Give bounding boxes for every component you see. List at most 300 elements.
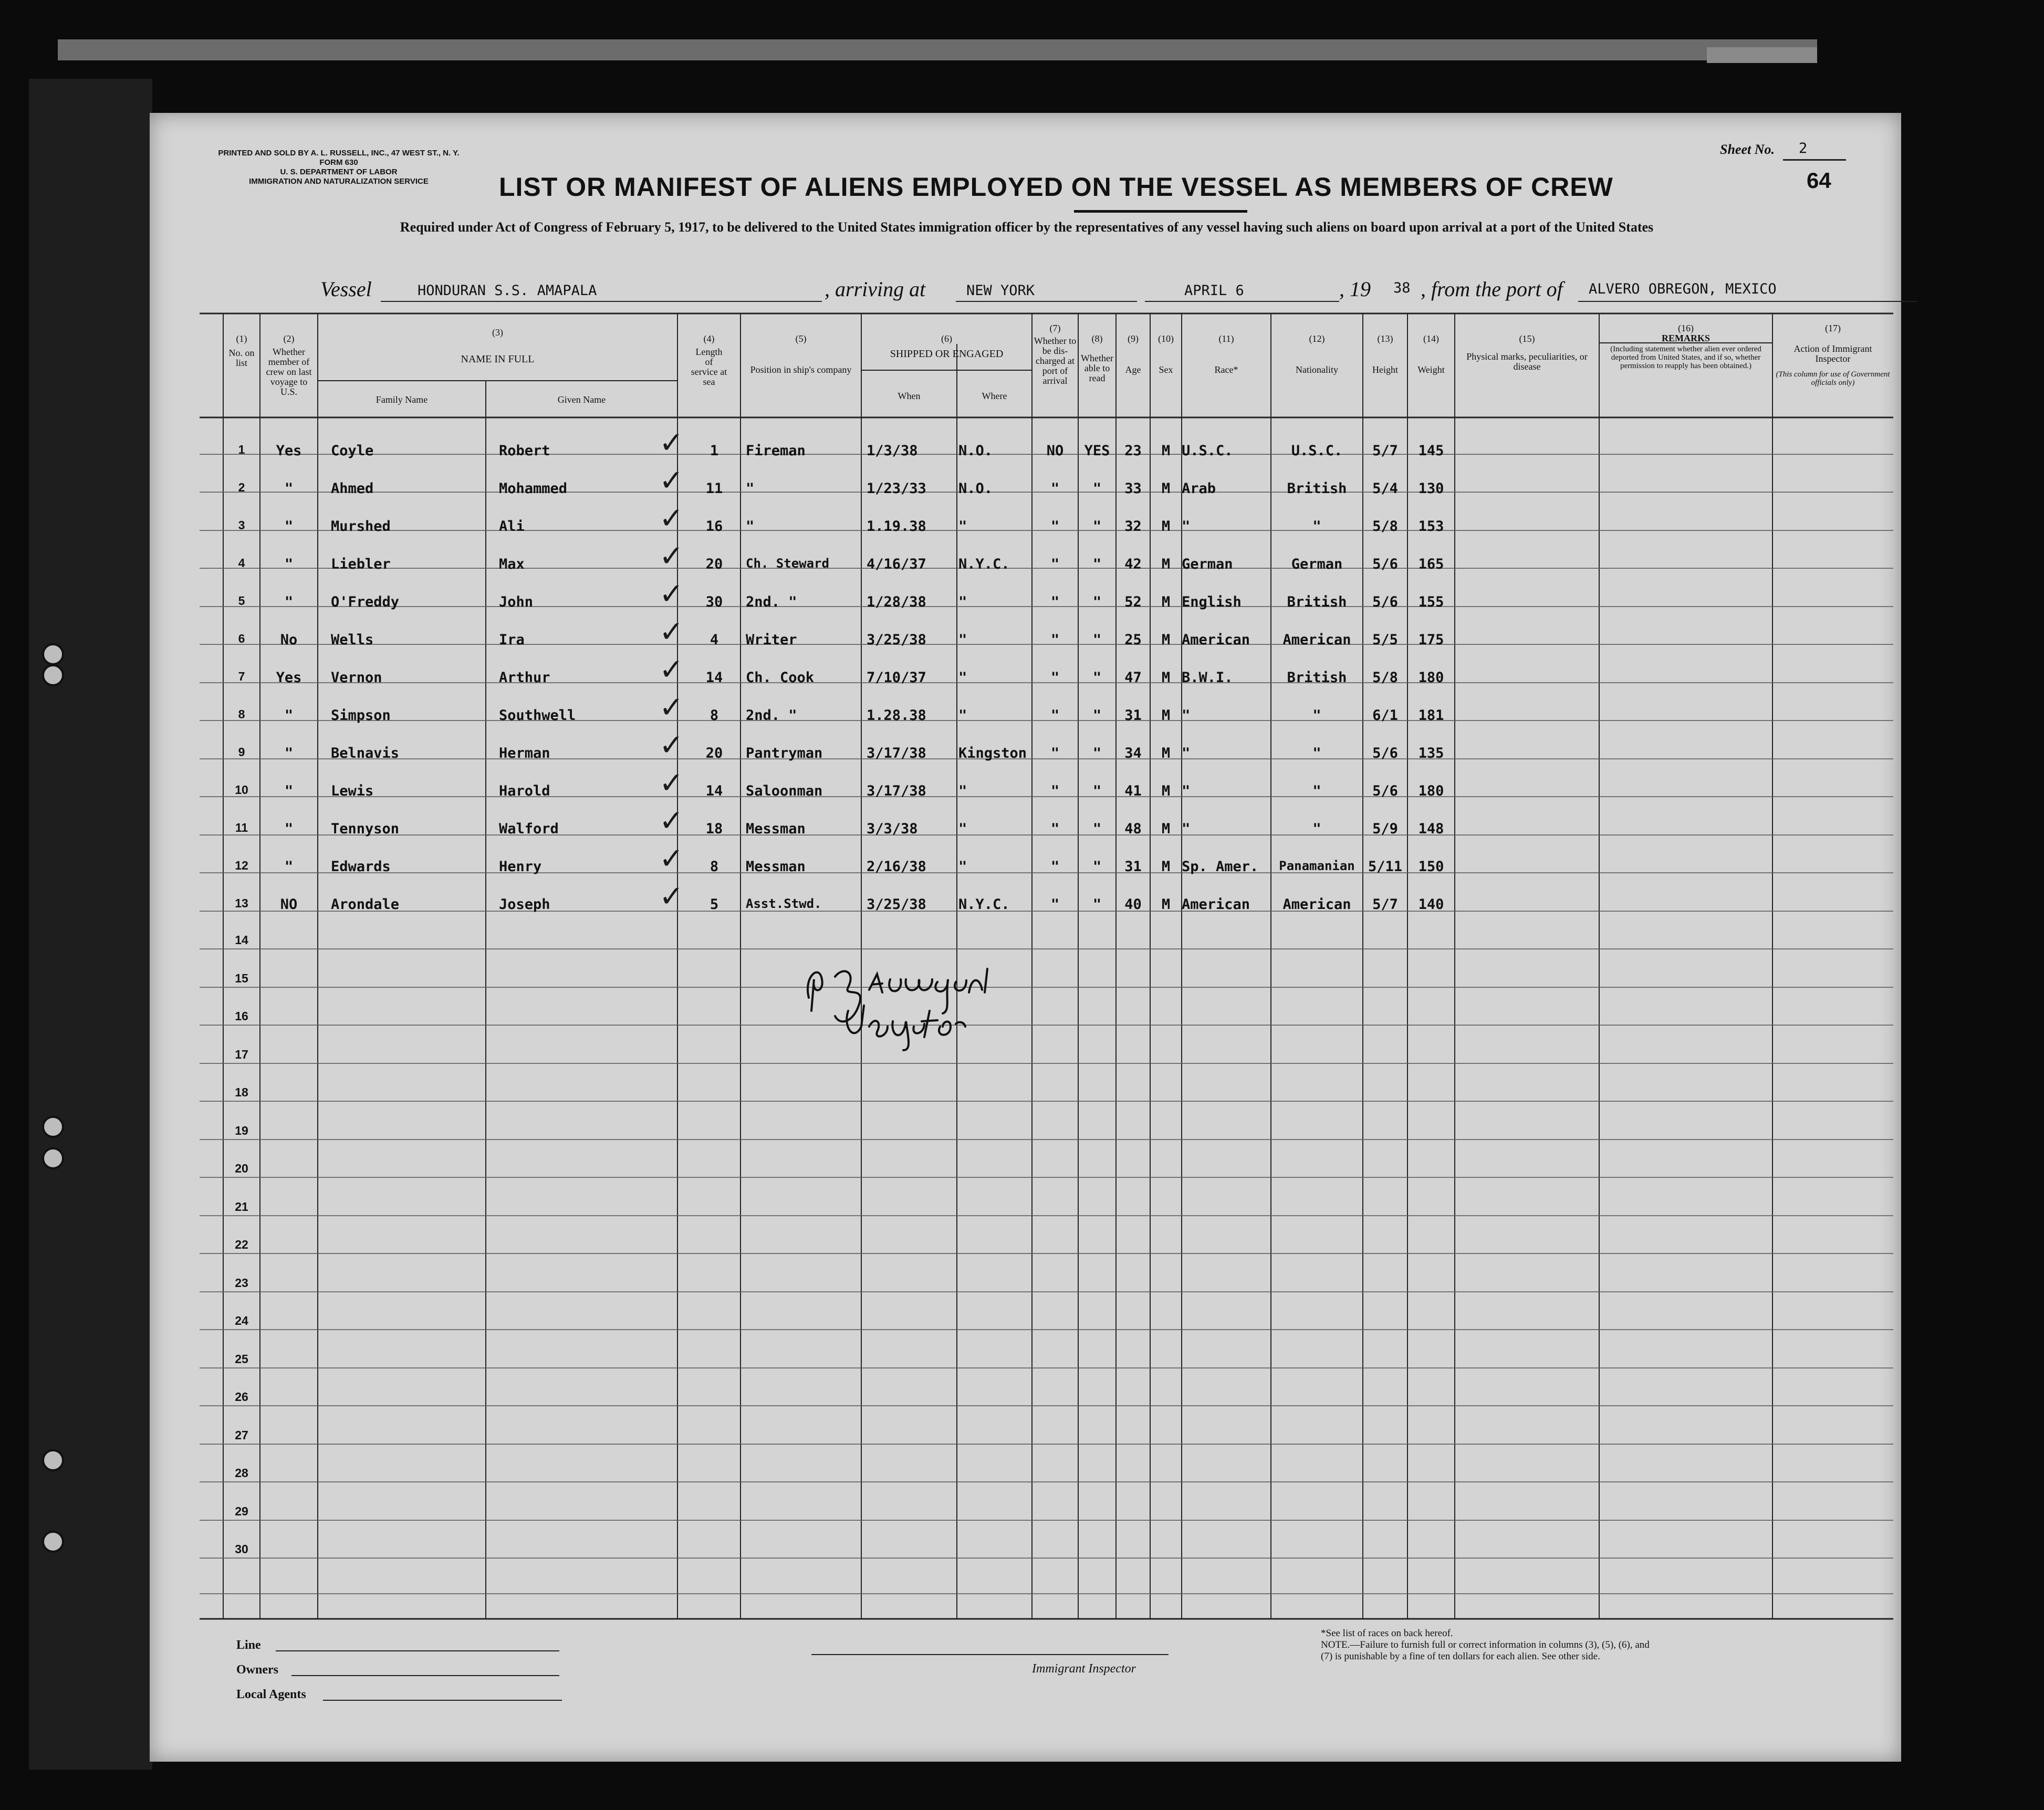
- prev-voyage-cell: ": [284, 821, 294, 837]
- age-cell: 23: [1124, 443, 1142, 459]
- col-1-num: (1): [236, 333, 247, 344]
- row-number: 26: [235, 1390, 248, 1404]
- from-port-label: , from the port of: [1421, 277, 1563, 301]
- nationality-cell: ": [1312, 783, 1321, 799]
- check-mark-icon: ✓: [659, 690, 684, 725]
- race-cell: B.W.I.: [1182, 669, 1233, 686]
- height-cell: 5/11: [1368, 859, 1403, 875]
- shipped-where-cell: ": [958, 594, 967, 610]
- nationality-cell: ": [1312, 518, 1321, 535]
- shipped-when-cell: 1/23/33: [867, 480, 926, 497]
- shipped-where-cell: ": [958, 859, 967, 875]
- col-10-header: Sex: [1159, 364, 1173, 375]
- row-number: 28: [235, 1466, 248, 1480]
- col-5-header: Position in ship's company: [750, 364, 852, 375]
- row-number: 17: [235, 1047, 248, 1061]
- able-to-read-cell: ": [1092, 669, 1102, 686]
- able-to-read-cell: ": [1092, 821, 1102, 837]
- service-length-cell: 8: [710, 707, 719, 724]
- discharged-cell: ": [1050, 745, 1060, 761]
- height-cell: 6/1: [1372, 707, 1398, 724]
- row-number: 14: [235, 933, 248, 947]
- check-mark-icon: ✓: [659, 653, 684, 687]
- weight-cell: 165: [1418, 556, 1444, 572]
- family-name-cell: Vernon: [331, 669, 382, 686]
- position-cell: Messman: [746, 821, 806, 837]
- col-9-header: Age: [1125, 364, 1141, 375]
- sex-cell: M: [1161, 480, 1171, 497]
- inspector-signature: [798, 948, 1019, 1053]
- col-3-num: (3): [492, 327, 503, 338]
- age-cell: 31: [1124, 707, 1142, 724]
- shipped-when-cell: 1.19.38: [867, 518, 926, 535]
- col-17-num: (17): [1825, 323, 1841, 333]
- punch-hole: [42, 643, 64, 665]
- given-name-cell: Robert: [499, 443, 550, 459]
- row-number: 10: [235, 783, 248, 797]
- discharged-cell: ": [1050, 896, 1060, 913]
- shipped-where-cell: ": [958, 669, 967, 686]
- age-cell: 48: [1124, 821, 1142, 837]
- family-name-cell: Ahmed: [331, 480, 374, 497]
- row-number: 27: [235, 1428, 248, 1442]
- prev-voyage-cell: ": [284, 518, 294, 535]
- position-cell: Messman: [746, 859, 806, 875]
- given-name-cell: Joseph: [499, 896, 550, 913]
- position-cell: 2nd. ": [746, 707, 797, 724]
- service-length-cell: 8: [710, 859, 719, 875]
- vessel-label: Vessel: [320, 277, 372, 301]
- shipped-when-cell: 7/10/37: [867, 669, 926, 686]
- col-16-subheader: (Including statement whether alien ever ordered deported from United States, and if so, whether permission to reapply has been obtained.): [1610, 345, 1761, 370]
- discharged-cell: ": [1050, 594, 1060, 610]
- position-cell: Asst.Stwd.: [746, 896, 822, 911]
- year-prefix: , 19: [1339, 277, 1371, 301]
- col-11-header: Race*: [1214, 364, 1238, 375]
- col-2-num: (2): [283, 333, 295, 344]
- given-name-cell: Herman: [499, 745, 550, 761]
- weight-cell: 130: [1418, 480, 1444, 497]
- when-header: When: [898, 391, 921, 401]
- check-mark-icon: ✓: [659, 577, 684, 611]
- discharged-cell: ": [1050, 859, 1060, 875]
- col-15-header: Physical marks, peculiarities, or disease: [1466, 351, 1588, 372]
- age-cell: 40: [1124, 896, 1142, 913]
- shipped-where-cell: ": [958, 518, 967, 535]
- nationality-cell: ": [1312, 821, 1321, 837]
- position-cell: Fireman: [746, 443, 806, 459]
- sex-cell: M: [1161, 518, 1171, 535]
- race-cell: ": [1182, 745, 1191, 761]
- vessel-name: HONDURAN S.S. AMAPALA: [418, 283, 597, 299]
- col-13-header: Height: [1372, 364, 1398, 375]
- row-number: 3: [238, 518, 245, 532]
- height-cell: 5/4: [1372, 480, 1398, 497]
- line-field[interactable]: [276, 1650, 559, 1651]
- given-name-cell: Max: [499, 556, 525, 572]
- able-to-read-cell: ": [1092, 707, 1102, 724]
- prev-voyage-cell: ": [284, 745, 294, 761]
- able-to-read-cell: ": [1092, 518, 1102, 535]
- check-mark-icon: ✓: [659, 615, 684, 649]
- sex-cell: M: [1161, 783, 1171, 799]
- row-number: 13: [235, 896, 248, 910]
- owners-field[interactable]: [291, 1675, 559, 1676]
- check-mark-icon: ✓: [659, 728, 684, 762]
- where-header: Where: [982, 391, 1007, 401]
- col-12-header: Nationality: [1296, 364, 1338, 375]
- prev-voyage-cell: ": [284, 783, 294, 799]
- nationality-cell: ": [1312, 707, 1321, 724]
- owners-label: Owners: [236, 1663, 278, 1677]
- col-17-header: Action of Immigrant Inspector: [1793, 343, 1872, 364]
- family-name-cell: Wells: [331, 632, 374, 648]
- row-number: 25: [235, 1352, 248, 1366]
- shipped-when-cell: 3/3/38: [867, 821, 918, 837]
- row-number: 16: [235, 1009, 248, 1023]
- service-length-cell: 14: [705, 669, 723, 686]
- nationality-cell: ": [1312, 745, 1321, 761]
- row-number: 4: [238, 556, 245, 570]
- service-length-cell: 20: [705, 556, 723, 572]
- height-cell: 5/6: [1372, 594, 1398, 610]
- sex-cell: M: [1161, 556, 1171, 572]
- family-name-cell: Tennyson: [331, 821, 400, 837]
- shipped-where-cell: N.O.: [958, 480, 993, 497]
- imprint-line: PRINTED AND SOLD BY A. L. RUSSELL, INC., 47 WEST ST., N. Y.: [218, 149, 460, 158]
- shipped-when-cell: 1.28.38: [867, 707, 926, 724]
- line-label: Line: [236, 1638, 261, 1652]
- nationality-cell: British: [1287, 480, 1347, 497]
- able-to-read-cell: ": [1092, 632, 1102, 648]
- prev-voyage-cell: Yes: [276, 669, 302, 686]
- row-number: 20: [235, 1162, 248, 1175]
- row-number: 18: [235, 1085, 248, 1099]
- col-14-header: Weight: [1417, 364, 1445, 375]
- service-length-cell: 18: [705, 821, 723, 837]
- weight-cell: 180: [1418, 783, 1444, 799]
- given-name-cell: John: [499, 594, 534, 610]
- prev-voyage-cell: ": [284, 480, 294, 497]
- family-name-cell: Belnavis: [331, 745, 400, 761]
- discharged-cell: NO: [1046, 443, 1064, 459]
- shipped-when-cell: 1/3/38: [867, 443, 918, 459]
- able-to-read-cell: ": [1092, 594, 1102, 610]
- age-cell: 33: [1124, 480, 1142, 497]
- check-mark-icon: ✓: [659, 501, 684, 536]
- family-name-cell: Edwards: [331, 859, 391, 875]
- age-cell: 47: [1124, 669, 1142, 686]
- given-name-cell: Ira: [499, 632, 525, 648]
- scan-edge: [58, 39, 1817, 60]
- position-cell: ": [746, 518, 755, 535]
- sex-cell: M: [1161, 443, 1171, 459]
- able-to-read-cell: ": [1092, 745, 1102, 761]
- height-cell: 5/9: [1372, 821, 1398, 837]
- departure-port: ALVERO OBREGON, MEXICO: [1589, 281, 1777, 297]
- sex-cell: M: [1161, 896, 1171, 913]
- row-number: 7: [238, 669, 245, 683]
- row-number: 8: [238, 707, 245, 721]
- col-7-num: (7): [1049, 323, 1061, 333]
- weight-cell: 181: [1418, 707, 1444, 724]
- check-mark-icon: ✓: [659, 880, 684, 914]
- shipped-where-cell: N.O.: [958, 443, 993, 459]
- service-length-cell: 30: [705, 594, 723, 610]
- discharged-cell: ": [1050, 518, 1060, 535]
- shipped-when-cell: 3/17/38: [867, 783, 926, 799]
- family-name-cell: Murshed: [331, 518, 391, 535]
- page-title: LIST OR MANIFEST OF ALIENS EMPLOYED ON THE VESSEL AS MEMBERS OF CREW: [499, 172, 1613, 202]
- sheet-number: 2: [1799, 140, 1808, 156]
- col-14-num: (14): [1423, 333, 1439, 344]
- nationality-cell: Panamanian: [1279, 859, 1355, 873]
- race-cell: ": [1182, 707, 1191, 724]
- able-to-read-cell: ": [1092, 783, 1102, 799]
- col-10-num: (10): [1158, 333, 1174, 344]
- family-name-cell: Arondale: [331, 896, 400, 913]
- col-16-header: REMARKS: [1661, 333, 1710, 343]
- given-name-cell: Southwell: [499, 707, 576, 724]
- row-number: 23: [235, 1275, 248, 1290]
- height-cell: 5/6: [1372, 556, 1398, 572]
- service-length-cell: 16: [705, 518, 723, 535]
- race-cell: American: [1182, 896, 1250, 913]
- race-cell: German: [1182, 556, 1233, 572]
- row-number: 29: [235, 1504, 248, 1518]
- given-name-cell: Mohammed: [499, 480, 568, 497]
- discharged-cell: ": [1050, 783, 1060, 799]
- service-length-cell: 20: [705, 745, 723, 761]
- family-name-cell: Simpson: [331, 707, 391, 724]
- discharged-cell: ": [1050, 707, 1060, 724]
- col-12-num: (12): [1309, 333, 1325, 344]
- arrival-year: 38: [1393, 280, 1411, 296]
- weight-cell: 145: [1418, 443, 1444, 459]
- position-cell: ": [746, 480, 755, 497]
- row-number: 5: [238, 594, 245, 608]
- service-length-cell: 5: [710, 896, 719, 913]
- race-cell: Sp. Amer.: [1182, 859, 1259, 875]
- col-4-num: (4): [703, 333, 715, 344]
- discharged-cell: ": [1050, 669, 1060, 686]
- family-name-cell: Lewis: [331, 783, 374, 799]
- shipped-where-cell: ": [958, 632, 967, 648]
- race-cell: ": [1182, 518, 1191, 535]
- fine-note-2: (7) is punishable by a fine of ten dollars for each alien. See other side.: [1321, 1651, 1600, 1662]
- check-mark-icon: ✓: [659, 539, 684, 573]
- shipped-where-cell: ": [958, 821, 967, 837]
- scan-edge-tab: [1707, 47, 1817, 63]
- page-number: 64: [1807, 168, 1831, 193]
- nationality-cell: British: [1287, 594, 1347, 610]
- race-cell: ": [1182, 783, 1191, 799]
- shipped-when-cell: 3/17/38: [867, 745, 926, 761]
- shipped-when-cell: 4/16/37: [867, 556, 926, 572]
- weight-cell: 140: [1418, 896, 1444, 913]
- age-cell: 25: [1124, 632, 1142, 648]
- race-cell: Arab: [1182, 480, 1216, 497]
- binder-strip: [29, 79, 152, 1770]
- row-number: 15: [235, 971, 248, 985]
- sex-cell: M: [1161, 669, 1171, 686]
- nationality-cell: American: [1282, 896, 1351, 913]
- row-number: 9: [238, 745, 245, 759]
- imprint-line: U. S. DEPARTMENT OF LABOR: [280, 168, 398, 176]
- local-agents-label: Local Agents: [236, 1688, 306, 1701]
- given-name-cell: Ali: [499, 518, 525, 535]
- inspector-line: [811, 1654, 1169, 1655]
- weight-cell: 150: [1418, 859, 1444, 875]
- sex-cell: M: [1161, 821, 1171, 837]
- fine-note-1: NOTE.—Failure to furnish full or correct information in columns (3), (5), (6), and: [1321, 1639, 1650, 1650]
- shipped-when-cell: 3/25/38: [867, 896, 926, 913]
- discharged-cell: ": [1050, 632, 1060, 648]
- prev-voyage-cell: NO: [280, 896, 298, 913]
- nationality-cell: German: [1291, 556, 1343, 572]
- arriving-label: , arriving at: [825, 277, 926, 301]
- family-name-cell: Coyle: [331, 443, 374, 459]
- col-4-header: Length of service at sea: [691, 347, 727, 387]
- col-15-num: (15): [1519, 333, 1535, 344]
- service-length-cell: 14: [705, 783, 723, 799]
- col-5-num: (5): [795, 333, 807, 344]
- col-7-header: Whether to be dis-charged at port of arrival: [1034, 336, 1077, 386]
- check-mark-icon: ✓: [659, 464, 684, 498]
- age-cell: 41: [1124, 783, 1142, 799]
- check-mark-icon: ✓: [659, 842, 684, 876]
- imprint-line: IMMIGRATION AND NATURALIZATION SERVICE: [249, 177, 429, 186]
- weight-cell: 175: [1418, 632, 1444, 648]
- col-8-num: (8): [1091, 333, 1103, 344]
- position-cell: Pantryman: [746, 745, 823, 761]
- age-cell: 34: [1124, 745, 1142, 761]
- col-3-header: NAME IN FULL: [461, 353, 535, 365]
- row-number: 12: [235, 859, 248, 872]
- manifest-sheet: [150, 113, 1901, 1762]
- row-number: 30: [235, 1542, 248, 1556]
- prev-voyage-cell: ": [284, 859, 294, 875]
- race-cell: American: [1182, 632, 1250, 648]
- shipped-when-cell: 3/25/38: [867, 632, 926, 648]
- check-mark-icon: ✓: [659, 766, 684, 800]
- races-note: *See list of races on back hereof.: [1321, 1628, 1453, 1639]
- punch-hole: [42, 664, 64, 686]
- able-to-read-cell: YES: [1084, 443, 1110, 459]
- height-cell: 5/6: [1372, 783, 1398, 799]
- discharged-cell: ": [1050, 556, 1060, 572]
- prev-voyage-cell: ": [284, 556, 294, 572]
- shipped-where-cell: ": [958, 707, 967, 724]
- row-number: 1: [238, 443, 245, 456]
- row-number: 24: [235, 1314, 248, 1327]
- prev-voyage-cell: Yes: [276, 443, 302, 459]
- age-cell: 31: [1124, 859, 1142, 875]
- family-name-header: Family Name: [376, 394, 428, 405]
- col-2-header: Whether member of crew on last voyage to U.S.: [266, 347, 312, 397]
- given-name-cell: Henry: [499, 859, 542, 875]
- shipped-where-cell: Kingston: [958, 745, 1027, 761]
- row-number: 22: [235, 1238, 248, 1251]
- given-name-header: Given Name: [557, 394, 606, 405]
- position-cell: 2nd. ": [746, 594, 797, 610]
- punch-hole: [42, 1147, 64, 1169]
- position-cell: Ch. Cook: [746, 669, 815, 686]
- punch-hole: [42, 1531, 64, 1553]
- height-cell: 5/8: [1372, 669, 1398, 686]
- service-length-cell: 1: [710, 443, 719, 459]
- row-number: 19: [235, 1123, 248, 1137]
- weight-cell: 135: [1418, 745, 1444, 761]
- punch-hole: [42, 1116, 64, 1138]
- height-cell: 5/7: [1372, 443, 1398, 459]
- shipped-when-cell: 1/28/38: [867, 594, 926, 610]
- given-name-cell: Walford: [499, 821, 559, 837]
- given-name-cell: Harold: [499, 783, 550, 799]
- service-length-cell: 4: [710, 632, 719, 648]
- inspector-label: Immigrant Inspector: [1032, 1662, 1136, 1676]
- age-cell: 52: [1124, 594, 1142, 610]
- col-16-num: (16): [1678, 323, 1694, 333]
- arriving-port: NEW YORK: [966, 283, 1035, 299]
- local-agents-field[interactable]: [323, 1700, 562, 1701]
- weight-cell: 153: [1418, 518, 1444, 535]
- col-17-subheader: (This column for use of Government officials only): [1776, 370, 1890, 387]
- col-13-num: (13): [1377, 333, 1393, 344]
- col-11-num: (11): [1218, 333, 1234, 344]
- able-to-read-cell: ": [1092, 556, 1102, 572]
- row-number: 2: [238, 480, 245, 494]
- weight-cell: 148: [1418, 821, 1444, 837]
- col-6-num: (6): [941, 333, 952, 344]
- shipped-where-cell: N.Y.C.: [958, 556, 1010, 572]
- sex-cell: M: [1161, 745, 1171, 761]
- height-cell: 5/7: [1372, 896, 1398, 913]
- able-to-read-cell: ": [1092, 896, 1102, 913]
- able-to-read-cell: ": [1092, 859, 1102, 875]
- sex-cell: M: [1161, 594, 1171, 610]
- service-length-cell: 11: [705, 480, 723, 497]
- race-cell: U.S.C.: [1182, 443, 1233, 459]
- prev-voyage-cell: ": [284, 707, 294, 724]
- weight-cell: 180: [1418, 669, 1444, 686]
- nationality-cell: U.S.C.: [1291, 443, 1343, 459]
- family-name-cell: Liebler: [331, 556, 391, 572]
- row-number: 6: [238, 632, 245, 645]
- punch-hole: [42, 1449, 64, 1471]
- page-subtitle: Required under Act of Congress of February 5, 1917, to be delivered to the United States immigration officer by the representatives of any vessel having such aliens on board upon arrival at a port of the United States: [400, 219, 1654, 235]
- given-name-cell: Arthur: [499, 669, 550, 686]
- height-cell: 5/6: [1372, 745, 1398, 761]
- col-8-header: Whether able to read: [1081, 353, 1113, 383]
- check-mark-icon: ✓: [659, 804, 684, 838]
- row-number: 21: [235, 1199, 248, 1213]
- position-cell: Ch. Steward: [746, 556, 829, 571]
- shipped-where-cell: ": [958, 783, 967, 799]
- col-1-header: No. on list: [228, 348, 255, 368]
- shipped-when-cell: 2/16/38: [867, 859, 926, 875]
- family-name-cell: O'Freddy: [331, 594, 400, 610]
- age-cell: 32: [1124, 518, 1142, 535]
- shipped-where-cell: N.Y.C.: [958, 896, 1010, 913]
- race-cell: ": [1182, 821, 1191, 837]
- position-cell: Saloonman: [746, 783, 823, 799]
- position-cell: Writer: [746, 632, 797, 648]
- age-cell: 42: [1124, 556, 1142, 572]
- sex-cell: M: [1161, 859, 1171, 875]
- col-9-num: (9): [1128, 333, 1139, 344]
- prev-voyage-cell: ": [284, 594, 294, 610]
